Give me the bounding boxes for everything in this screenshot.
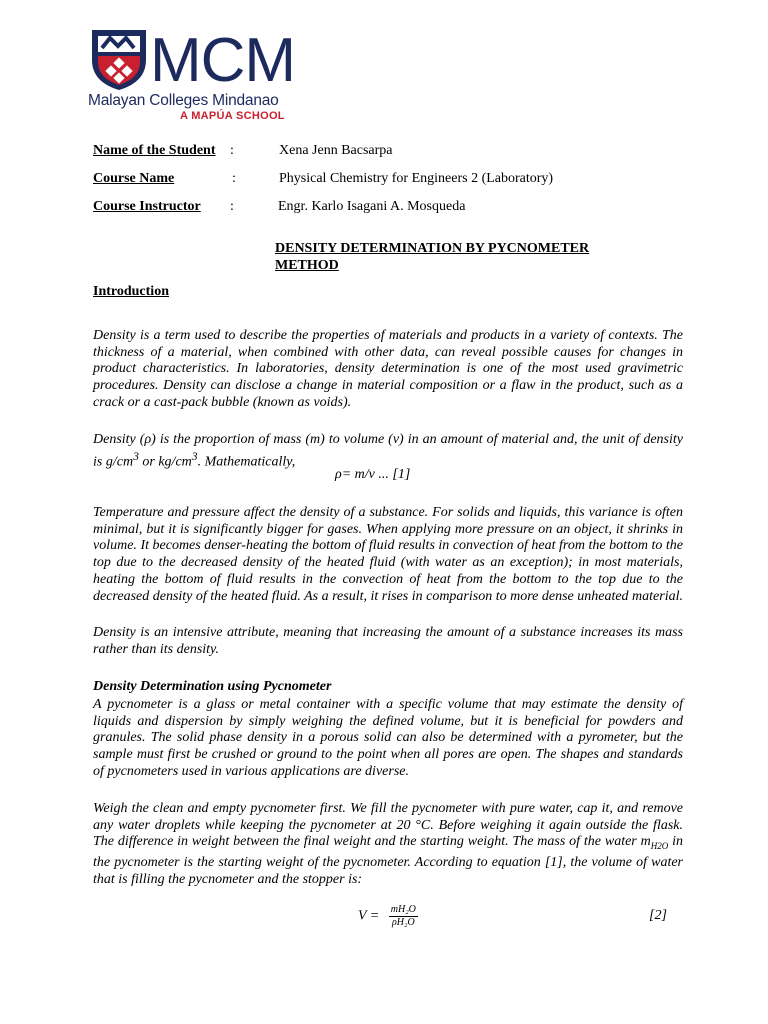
procedure-text: Weigh the clean and empty pycnometer first. We fill the pycnometer with pure water, cap it, and remove any water droplets while keeping the pycnometer at 20 °C. Before weighing it again outside the flask. The difference in weight between the final weight and the starting weight. The mass of the water	[93, 801, 683, 850]
logo-subtitle: A MAPÚA SCHOOL	[180, 110, 285, 122]
unit-cm: cm	[175, 454, 192, 470]
equation-denominator: ρH₂O	[391, 917, 415, 928]
equation-fraction	[389, 904, 418, 929]
density-def-text: . Mathematically,	[197, 454, 296, 470]
mass-symbol: m	[640, 834, 651, 850]
temperature-pressure-paragraph: Temperature and pressure affect the density of a substance. For solids and liquids, this variance is often minimal, but it is significantly bigger for gases. When applying more pressure on an object, it shrinks in volume. It becomes denser-heating the bottom of fluid results in convection of heat from the bottom to the top due to the decreased density of the heated fluid (with water as an exception); in most materials, heating the bottom of fluid results in the convection of heat from the bottom to the top due to the decreased density of the heated fluid. As a result, it rises in comparison to more dense unheated material.	[93, 505, 683, 604]
info-label: Course Name	[93, 171, 175, 186]
equation-numerator: mH₂O	[390, 904, 416, 915]
info-colon: :	[230, 199, 234, 214]
pycnometer-paragraph: A pycnometer is a glass or metal container with a specific volume that may estimate the density of liquids and dispersion by simply weighing the defined volume, but it is beneficial for powders and granules. The solid phase density in a porous solid can also be determined with a pyrometer, but the sample must first be crushed or ground to the point when all pores are open. The shapes and standards of pycnometers used in various applications are diverse.	[93, 697, 683, 779]
mcm-shield-icon	[90, 26, 148, 92]
density-def-text: or kg/	[138, 454, 176, 470]
unit-exponent: 3	[191, 449, 198, 463]
density-definition-paragraph	[93, 432, 683, 471]
info-value: Engr. Karlo Isagani A. Mosqueda	[278, 199, 466, 214]
info-colon: :	[230, 143, 234, 158]
pycnometer-heading: Density Determination using Pycnometer	[93, 679, 332, 694]
info-colon: :	[232, 171, 236, 186]
unit-cm: cm	[116, 454, 134, 470]
info-label: Course Instructor	[93, 199, 201, 214]
unit-exponent: 3	[133, 449, 139, 463]
volume-equation	[358, 904, 418, 929]
equation-lhs: V =	[358, 908, 380, 924]
info-label: Name of the Student	[93, 143, 216, 158]
intensive-attribute-paragraph: Density is an intensive attribute, meaning that increasing the amount of a substance increases its mass rather than its density.	[93, 625, 683, 657]
introduction-heading: Introduction	[93, 284, 169, 299]
logo-college-name: Malayan Colleges Mindanao	[88, 92, 279, 109]
equation-number: [2]	[649, 908, 667, 923]
intro-paragraph: Density is a term used to describe the properties of materials and products in a variety of contexts. The thickness of a material, when combined with other data, can reveal possible causes for changes in product characteristics. In laboratories, density determination is one of the most used gravimetric procedures. Density can disclose a change in material composition or a flaw in the product, such as a crack or a cast-pack bubble (known as voids).	[93, 328, 683, 410]
h2o-subscript: H2O	[650, 841, 669, 852]
density-def-text: Density (ρ) is the proportion of mass (m) to volume (v) in an amount of material and, the unit of density is g/	[93, 432, 683, 470]
density-formula: ρ= m/v ... [1]	[335, 467, 411, 482]
info-value: Physical Chemistry for Engineers 2 (Laboratory)	[279, 171, 554, 186]
procedure-paragraph	[93, 801, 683, 888]
document-title: DENSITY DETERMINATION BY PYCNOMETER METHOD	[275, 241, 590, 273]
mcm-logo	[88, 22, 308, 122]
info-value: Xena Jenn Bacsarpa	[279, 143, 393, 158]
procedure-text: in the pycnometer is the starting weight of the pycnometer. According to equation [1], the volume of water that is filling the pycnometer and the stopper is:	[93, 834, 683, 887]
logo-acronym: MCM	[150, 26, 296, 95]
